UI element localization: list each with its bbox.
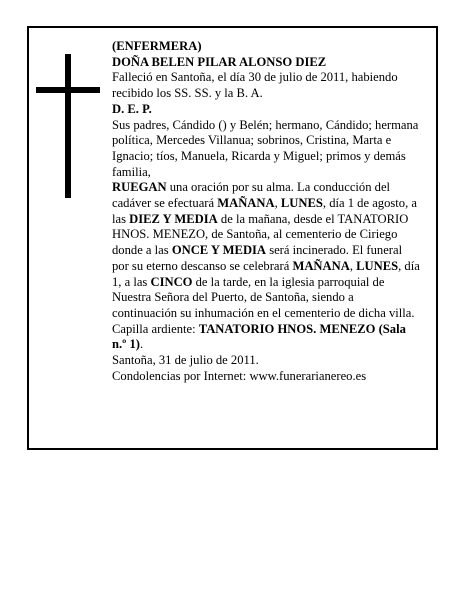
funeral-request [112,180,420,321]
condolences-line: Condolencias por Internet: www.funerarianereo.es [112,368,367,383]
chapel-place: TANATORIO HNOS. MENEZO (Sala n.º 1) [112,321,406,352]
rip: D. E. P. [112,101,152,116]
cross-horizontal-bar [36,87,100,93]
death-notice: Falleció en Santoña, el día 30 de julio de 2011, habiendo recibido los SS. SS. y la B. A. [112,70,398,101]
cross-icon [36,54,100,198]
time-diez: DIEZ Y MEDIA [129,211,218,226]
lunes-1: LUNES [280,196,323,211]
lunes-2: LUNES [356,258,399,273]
chapel-label: Capilla ardiente: [112,321,199,336]
cross-vertical-bar [65,54,71,198]
request-text-5: , día 1, a las [112,258,420,289]
chapel-end: . [139,337,144,352]
ruegan-word: RUEGAN [112,180,167,195]
manana-2: MAÑANA [292,258,350,273]
notice-date: Santoña, 31 de julio de 2011. [112,353,259,368]
request-text-2: , día 1 de agosto, a las [112,196,417,226]
deceased-name: DOÑA BELEN PILAR ALONSO DIEZ [112,54,327,69]
sep-2: , [349,258,357,273]
time-cinco: CINCO [150,274,193,289]
obituary-text [112,39,420,384]
request-text-6: de la tarde, en la iglesia parroquial de Nuestra Señora del Puerto, de Santoña, siendo a continuación su inhumación en el cementerio de dicha villa. [112,274,415,320]
request-text-3: de la mañana, desde el TANATORIO HNOS. MENEZO, de Santoña, al cementerio de Ciriego donde a las [112,211,409,258]
sep-1: , [274,196,281,211]
family-list: Sus padres, Cándido () y Belén; hermano, Cándido; hermana política, Mercedes Villanua; sobrinos, Cristina, Marta e Ignacio; tíos, Manuela, Ricarda y Miguel; primos y demás familia, [112,117,419,179]
request-text-1: una oración por su alma. La conducción del cadáver se efectuará [112,180,391,211]
chapel-line [112,322,420,353]
manana-1: MAÑANA [217,196,275,211]
request-text-4: será incinerado. El funeral por su eterno descanso se celebrará [112,243,403,273]
profession: (ENFERMERA) [112,39,202,53]
time-once: ONCE Y MEDIA [171,243,267,258]
